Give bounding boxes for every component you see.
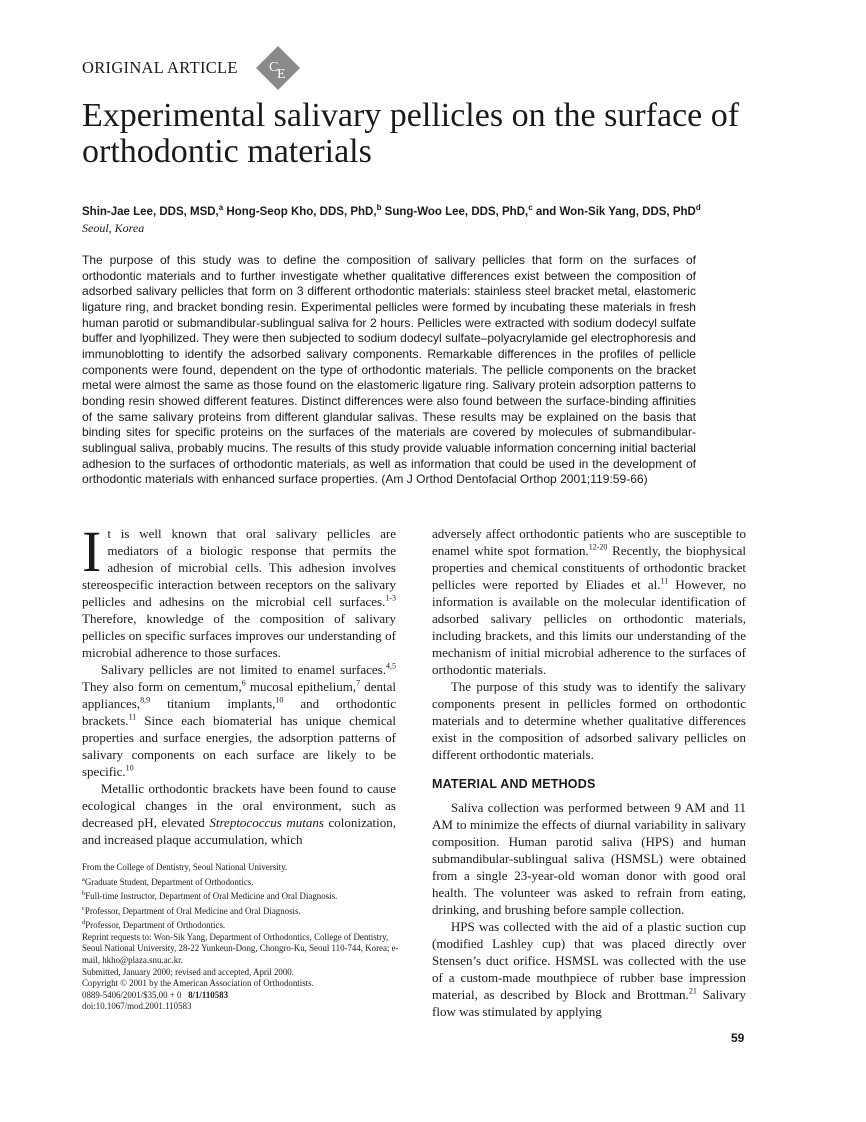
footnote-d: $^d$Professor, Department of Orthodontics.	[82, 919, 226, 931]
footnote-c: $^c$Professor, Department of Oral Medicine and Oral Diagnosis.	[82, 904, 301, 916]
author-affil-mark: a	[218, 203, 224, 212]
section-label: ORIGINAL ARTICLE	[82, 58, 238, 77]
author-affil-mark: b	[376, 203, 382, 212]
footnote-a: $^a$Graduate Student, Department of Orthodontics.	[82, 875, 254, 887]
drop-cap: I	[82, 519, 102, 584]
citation: 4,5	[386, 661, 396, 671]
citation: 8,9	[140, 695, 151, 705]
citation: 6	[241, 678, 246, 688]
section-heading: MATERIAL AND METHODS	[432, 777, 596, 791]
footnote-reprints: Reprint requests to: Won-Sik Yang, Department of Orthodontics, College of Dentistry, Seoul National University, 28-22 Yunkeun-Dong, Chongro-Ku, Seoul 110-744, Korea; e-mail, hkho@plaza.snu.ac.kr.	[82, 931, 399, 966]
citation: 12-20	[588, 542, 608, 552]
author-location: Seoul, Korea	[82, 221, 145, 235]
species-name: Streptococcus mutans	[209, 815, 324, 830]
purpose-paragraph: The purpose of this study was to identify the salivary components present in pellicles formed on orthodontic materials and to determine whether qualitative differences exist in the composition of adsorbed salivary pellicles on different orthodontic materials.	[432, 679, 746, 762]
footnote-copyright: Copyright © 2001 by the American Association of Orthodontists.	[82, 978, 314, 989]
badge-letter-c: C	[269, 60, 279, 75]
methods-paragraph-1: Saliva collection was performed between 9 AM and 11 AM to minimize the effects of diurnal variability in salivary composition. Human parotid saliva (HPS) and human submandibular-sublingual saliva (HSMSL) were obtained from a single 23-year-old woman donor with good oral health. The volunteer was asked to refrain from eating, drinking, and brushing before sample collection.	[432, 800, 746, 917]
citation: 1-3	[385, 593, 396, 603]
author-name: Shin-Jae Lee, DDS, MSD,	[82, 205, 219, 218]
footnote-doi: doi:10.1067/mod.2001.110583	[82, 1001, 192, 1012]
author-affil-mark: c	[528, 203, 533, 212]
page-number: 59	[731, 1031, 745, 1045]
footnote-submitted: Submitted, January 2000; revised and accepted, April 2000.	[82, 966, 294, 977]
intro-paragraph-continued: adversely affect orthodontic patients who are susceptible to enamel white spot formation.$^{12-20}$ Recently, the biophysical properties and chemical constituents of orthodontic bracket pellicles were reported by Eliades et al.$^{11}$ However, no information is available on the molecular identification of adsorbed salivary pellicles on orthodontic materials, including brackets, and this limits our understanding of the mechanism of initial microbial adherence to the surfaces of orthodontic materials.	[432, 526, 746, 677]
footnote-issn: 0889-5406/2001/$35.00 + 0 8/1/110583	[82, 989, 229, 1000]
intro-paragraph-3: Metallic orthodontic brackets have been found to cause ecological changes in the oral environment, such as decreased pH, elevated Streptococcus mutans colonization, and increased plaque accumulation, which	[82, 781, 396, 847]
body-column-right	[432, 525, 746, 1020]
article-title: Experimental salivary pellicles on the surface of orthodontic materials	[82, 97, 740, 170]
badge-letter-e: E	[277, 67, 286, 82]
author-name: Hong-Seop Kho, DDS, PhD,	[226, 205, 377, 218]
footnote-affiliation: From the College of Dentistry, Seoul National University.	[82, 862, 288, 872]
ce-badge-logo	[254, 44, 302, 92]
author-list	[82, 203, 782, 218]
citation: 11	[128, 712, 137, 722]
citation: 21	[688, 986, 697, 996]
footnotes	[82, 862, 400, 1013]
body-column-left	[82, 519, 397, 848]
abstract: The purpose of this study was to define the composition of salivary pellicles that form on the surfaces of orthodontic materials and to further investigate whether qualitative differences exist between the composition of adsorbed salivary pellicles that form on 3 different orthodontic materials: stainless steel bracket metal, elastomeric ligature ring, and bracket bonding resin. Experimental pellicles were formed by incubating these materials in fresh human parotid or submandibular-sublingual saliva for 2 hours. Pellicles were extracted with sodium dodecyl sulfate buffer and lyophilized. They were then subjected to sodium dodecyl sulfate–polyacrylamide gel electrophoresis and immunoblotting to identify the adsorbed salivary components. Remarkable differences in the profiles of pellicle components were found, dependent on the type of orthodontic materials. The pellicle components on the bracket metal were almost the same as those found on the elastomeric ligature ring. Salivary protein adsorption patterns to bonding resin showed different features. Distinct differences were also found between the surface-binding affinities of the same salivary proteins from different glandular salivas. These results may be explained on the basis that binding sites for specific proteins on the surfaces of the materials are covered by molecules of submandibular-sublingual saliva, probably mucins. The results of this study provide valuable information concerning initial bacterial adhesion to the surfaces of orthodontic materials, as well as information that could be used in the development of orthodontic materials with enhanced surface properties. (Am J Orthod Dentofacial Orthop 2001;119:59-66)	[82, 253, 696, 487]
citation: 7	[356, 678, 361, 688]
intro-paragraph-2: Salivary pellicles are not limited to enamel surfaces.$^{4,5}$ They also form on cementum,$^6$ mucosal epithelium,$^7$ dental appliances,$^{8,9}$ titanium implants,$^{10}$ and orthodontic brackets.$^{11}$ Since each biomaterial has unique chemical properties and surface energies, the adsorption patterns of salivary components on each surface are likely to be specific.$^{10}$	[82, 661, 397, 779]
citation: 11	[660, 576, 669, 586]
author-affil-mark: d	[695, 203, 701, 212]
intro-paragraph-1: It is well known that oral salivary pellicles are mediators of a biologic response that permits the adhesion of microbial cells. This adhesion involves stereospecific interaction between receptors on the salivary pellicles and adhesins on the microbial cell surfaces.$^{1-3}$ Therefore, knowledge of the composition of salivary pellicles on specific surfaces improves our understanding of microbial adherence to those surfaces.	[82, 519, 396, 660]
citation: 10	[275, 695, 284, 705]
methods-paragraph-2: HPS was collected with the aid of a plastic suction cup (modified Lashley cup) that was placed directly over Stensen’s duct orifice. HSMSL was collected with the use of a custom-made mouthpiece of rubber base impression material, as described by Block and Brottman.$^{21}$ Salivary flow was stimulated by applying	[432, 919, 746, 1019]
footnote-b: $^b$Full-time Instructor, Department of Oral Medicine and Oral Diagnosis.	[82, 890, 338, 902]
author-name: Sung-Woo Lee, DDS, PhD,	[384, 205, 529, 218]
citation: 10	[125, 763, 134, 773]
author-name: and Won-Sik Yang, DDS, PhD	[535, 205, 696, 218]
